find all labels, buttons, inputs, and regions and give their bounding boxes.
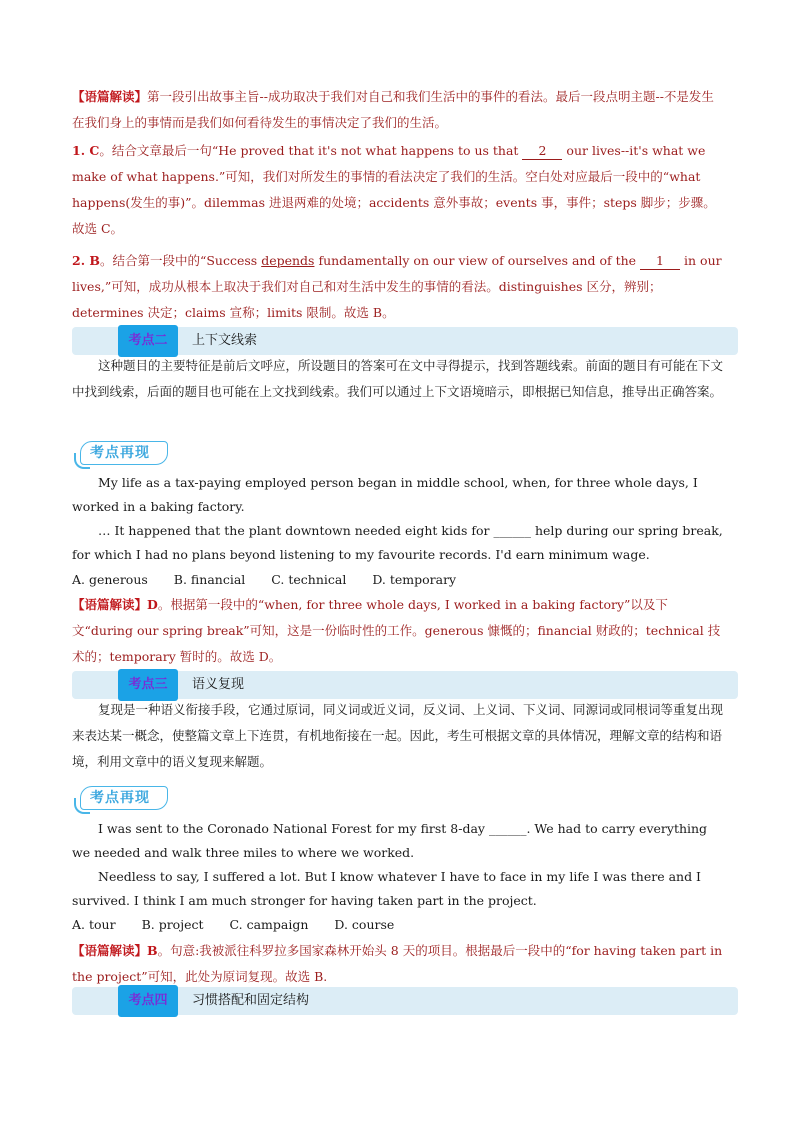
example-2-options <box>72 913 724 937</box>
option-c: C. technical <box>271 572 347 587</box>
option-d: D. temporary <box>372 572 457 587</box>
section-header-3 <box>72 671 738 699</box>
tag-label: 考点再现 <box>90 790 150 806</box>
section-title: 习惯搭配和固定结构 <box>192 993 310 1008</box>
exam-tag <box>74 786 166 814</box>
option-b: B. financial <box>173 572 246 587</box>
option-a: A. generous <box>72 572 148 587</box>
section-title: 上下文线索 <box>192 333 258 348</box>
example-1-analysis <box>72 592 724 670</box>
option-d: D. course <box>334 917 395 932</box>
section-description-3: 复现是一种语义衔接手段，它通过原词，同义词或近义词，反义词、上义词、下义词、同源词或同根词等重复出现来表达某一概念，使整篇文章上下连贯，有机地衔接在一起。因此，考生可根据文章的具体情况，理解文章的结构和语境，利用文章中的语义复现来解题。 <box>72 702 724 769</box>
answer-number: 2. B <box>72 253 100 268</box>
answer-text-post: in our lives,”可知，成功从根本上取决于我们对自己和对生活中发生的事情的看法。distinguishes 区分，辨别；determines 决定；claims 宣称；limits 限制。故选 B。 <box>72 253 722 320</box>
analysis-text: 。句意:我被派往科罗拉多国家森林开始头 8 天的项目。根据最后一段中的“for having taken part in the project”可知，此处为原词复现。故选 B. <box>72 943 723 984</box>
answer-number: 1. C <box>72 143 100 158</box>
analysis-text: 第一段引出故事主旨--成功取决于我们对自己和我们生活中的事件的看法。最后一段点明主题--不是发生在我们身上的事情而是我们如何看待发生的事情决定了我们的生活。 <box>72 89 714 130</box>
answer-blank: 2 <box>522 143 562 160</box>
answer-2 <box>72 248 724 326</box>
example-2-para-1: I was sent to the Coronado National Forest for my first 8-day ______. We had to carry everything we needed and walk three miles to where we worked. <box>72 821 708 860</box>
example-2-para-2: Needless to say, I suffered a lot. But I know whatever I have to face in my life I was there and I survived. I think I am much stronger for having taken part in the project. <box>72 869 701 908</box>
answer-text-post: our lives--it's what we make of what happens.”可知，我们对所发生的事情的看法决定了我们的生活。空白处对应最后一段中的“what happens(发生的事)”。dilemmas 进退两难的处境；accidents 意外事故；events 事，事件；steps 脚步；步骤。故选 C。 <box>72 143 716 236</box>
option-a: A. tour <box>72 917 116 932</box>
example-1-options <box>72 568 724 592</box>
section-description-2: 这种题目的主要特征是前后文呼应，所设题目的答案可在文中寻得提示，找到答题线索。前面的题目有可能在下文中找到线索，后面的题目也可能在上文找到线索。我们可以通过上下文语境暗示，即根据已知信息，推导出正确答案。 <box>72 358 724 399</box>
section-title: 语义复现 <box>192 677 245 692</box>
section-badge: 考点二 <box>118 325 178 357</box>
answer-text-pre: 。结合文章最后一句“He proved that it's not what happens to us that <box>99 143 519 158</box>
underlined-word: depends <box>261 253 315 268</box>
answer-1 <box>72 138 724 242</box>
analysis-label: 【语篇解读】D <box>72 597 158 612</box>
section-header-2 <box>72 327 738 355</box>
option-b: B. project <box>141 917 204 932</box>
option-c: C. campaign <box>229 917 309 932</box>
analysis-label: 【语篇解读】 <box>72 89 148 104</box>
tag-label: 考点再现 <box>90 445 150 461</box>
analysis-label: 【语篇解读】B <box>72 943 158 958</box>
answer-blank: 1 <box>640 253 680 270</box>
exam-tag <box>74 441 166 469</box>
section-badge: 考点三 <box>118 669 178 701</box>
section-badge: 考点四 <box>118 985 178 1017</box>
answer-text-pre: 。结合第一段中的“Success <box>99 253 258 268</box>
section-header-4 <box>72 987 738 1015</box>
example-1-para-1: My life as a tax-paying employed person began in middle school, when, for three whole days, I worked in a baking factory. <box>72 475 698 514</box>
analysis-text: 。根据第一段中的“when, for three whole days, I worked in a baking factory”以及下文“during our spring break”可知，这是一份临时性的工作。generous 慷慨的；financial 财政的；technical 技术的；temporary 暂时的。故选 D。 <box>72 597 721 664</box>
analysis-paragraph-1 <box>72 84 724 136</box>
example-1-para-2: … It happened that the plant downtown needed eight kids for ______ help during our spring break, for which I had no plans beyond listening to my favourite records. I'd earn minimum wage. <box>72 523 723 562</box>
example-2-analysis <box>72 938 724 990</box>
answer-text-mid: fundamentally on our view of ourselves and of the <box>318 253 637 268</box>
